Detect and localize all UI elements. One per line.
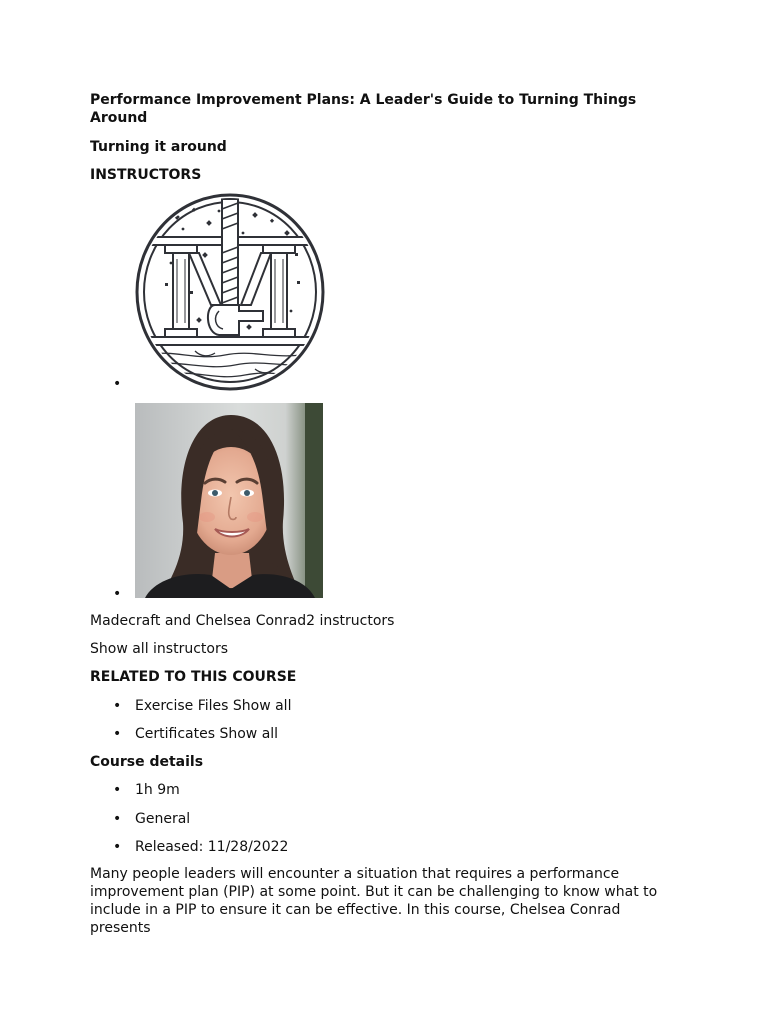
- details-bullet-3: •: [113, 839, 122, 855]
- course-description: Many people leaders will encounter a situation that requires a performance improvement plan (PIP) at some point. But it can be challenging to know what to include in a PIP to ensure it can be effective. In this course, Chelsea Conrad presents: [90, 866, 658, 936]
- instructor-bullet-1: •: [113, 376, 122, 392]
- related-heading: RELATED TO THIS COURSE: [90, 669, 297, 685]
- detail-duration: 1h 9m: [135, 782, 180, 798]
- chelsea-conrad-photo[interactable]: [135, 403, 323, 598]
- related-item-certificates[interactable]: Certificates Show all: [135, 726, 279, 742]
- course-details-heading: Course details: [90, 754, 204, 770]
- instructors-heading: INSTRUCTORS: [90, 167, 202, 183]
- details-bullet-1: •: [113, 782, 122, 798]
- detail-release-date: Released: 11/28/2022: [135, 839, 289, 855]
- show-all-instructors-link[interactable]: Show all instructors: [90, 641, 229, 657]
- related-bullet-2: •: [113, 726, 122, 742]
- instructor-bullet-2: •: [113, 586, 122, 602]
- detail-level: General: [135, 811, 191, 827]
- related-bullet-1: •: [113, 698, 122, 714]
- course-subtitle: Turning it around: [90, 139, 227, 155]
- details-bullet-2: •: [113, 811, 122, 827]
- related-item-exercise-files[interactable]: Exercise Files Show all: [135, 698, 292, 714]
- instructors-summary: Madecraft and Chelsea Conrad2 instructors: [90, 613, 395, 629]
- course-title: Performance Improvement Plans: A Leader's Guide to Turning Things Around: [90, 92, 637, 126]
- madecraft-logo-icon[interactable]: [135, 193, 325, 391]
